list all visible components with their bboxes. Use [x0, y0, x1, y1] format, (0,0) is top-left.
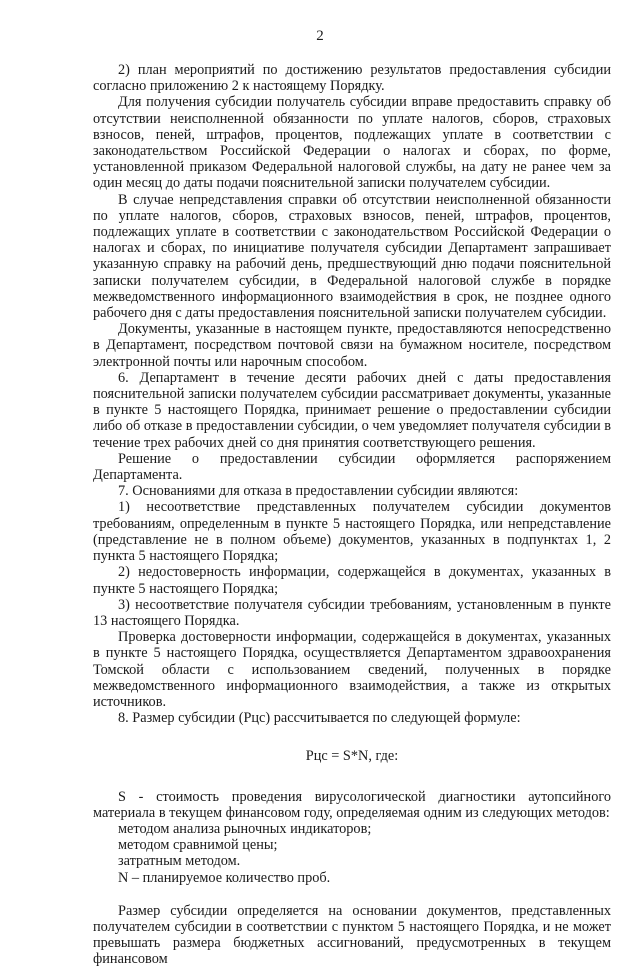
- paragraph-clause-7: 7. Основаниями для отказа в предоставлении субсидии являются:: [118, 483, 519, 500]
- paragraph-clause-6: 6. Департамент в течение десяти рабочих дней с даты предоставления пояснительной записки получателем субсидии рассматривает документы, указанные в пункте 5 настоящего Порядка, принимает решение о предоставлении субсидии либо об отказе в предоставлении субсидии, о чем уведомляет получателя субсидии в течение трех рабочих дней со дня принятия соответствующего решения.: [93, 369, 611, 451]
- subsidy-formula: Рцс = S*N, где:: [305, 748, 399, 765]
- paragraph-plan-item: 2) план мероприятий по достижению результатов предоставления субсидии согласно приложению 2 к настоящему Порядку.: [93, 62, 611, 95]
- definition-s: S - стоимость проведения вирусологической диагностики аутопсийного материала в текущем финансовом году, определяемая одним из следующих методов:: [93, 788, 611, 821]
- definition-method-comparable: методом сравнимой цены;: [118, 837, 278, 854]
- paragraph-decision: Решение о предоставлении субсидии оформляется распоряжением Департамента.: [93, 450, 611, 484]
- page-number: 2: [316, 28, 324, 44]
- paragraph-verification: Проверка достоверности информации, содержащейся в документах, указанных в пункте 5 настоящего Порядка, осуществляется Департаментом здравоохранения Томской области с использованием сведений, полученных в порядке межведомственного информационного взаимодействия, а также из открытых источников.: [93, 629, 611, 710]
- definition-n: N – планируемое количество проб.: [118, 869, 331, 886]
- definition-method-cost: затратным методом.: [118, 853, 241, 870]
- paragraph-refusal-2: 2) недостоверность информации, содержащейся в документах, указанных в пункте 5 настоящего Порядка;: [93, 564, 611, 597]
- document-body: [93, 62, 611, 968]
- paragraph-clause-8: 8. Размер субсидии (Рцс) рассчитывается по следующей формуле:: [118, 710, 521, 727]
- paragraph-refusal-1: 1) несоответствие представленных получателем субсидии документов требованиям, определенным в пункте 5 настоящего Порядка, или непредставление (представление не в полном объеме) документов, указанных в подпунктах 1, 2 пункта 5 настоящего Порядка;: [93, 499, 611, 565]
- paragraph-refusal-3: 3) несоответствие получателя субсидии требованиям, установленным в пункте 13 настоящего Порядка.: [93, 596, 611, 629]
- paragraph-tax-certificate: Для получения субсидии получатель субсидии вправе предоставить справку об отсутствии неисполненной обязанности по уплате налогов, сборов, страховых взносов, пеней, штрафов, процентов, подлежащих уплате в соответствии с законодательством Российской Федерации о налогах и сборах, по форме, установленной приказом Федеральной налоговой службы, на дату не ранее чем за один месяц до даты подачи пояснительной записки получателем субсидии.: [93, 94, 611, 192]
- paragraph-subsidy-limit: Размер субсидии определяется на основании документов, представленных получателем субсидии в соответствии с пунктом 5 настоящего Порядка, и не может превышать размера бюджетных ассигнований, предусмотренных в текущем финансовом: [93, 902, 611, 968]
- paragraph-certificate-request: В случае непредставления справки об отсутствии неисполненной обязанности по уплате налогов, сборов, страховых взносов, пеней, штрафов, процентов, подлежащих уплате в соответствии с законодательством Российской Федерации о налогах и сборах, по инициативе получателя субсидии Департамент запрашивает указанную справку на рабочий день, предшествующий дню подачи пояснительной записки получателем субсидии, в Федеральной налоговой службе в порядке межведомственного информационного взаимодействия в срок, не позднее одного рабочего дня с даты предоставления пояснительной записки получателем субсидии.: [93, 191, 611, 322]
- definition-method-market: методом анализа рыночных индикаторов;: [118, 820, 372, 837]
- paragraph-document-delivery: Документы, указанные в настоящем пункте, предоставляются непосредственно в Департамент, посредством почтовой связи на бумажном носителе, посредством электронной почты или нарочным способом.: [93, 321, 611, 370]
